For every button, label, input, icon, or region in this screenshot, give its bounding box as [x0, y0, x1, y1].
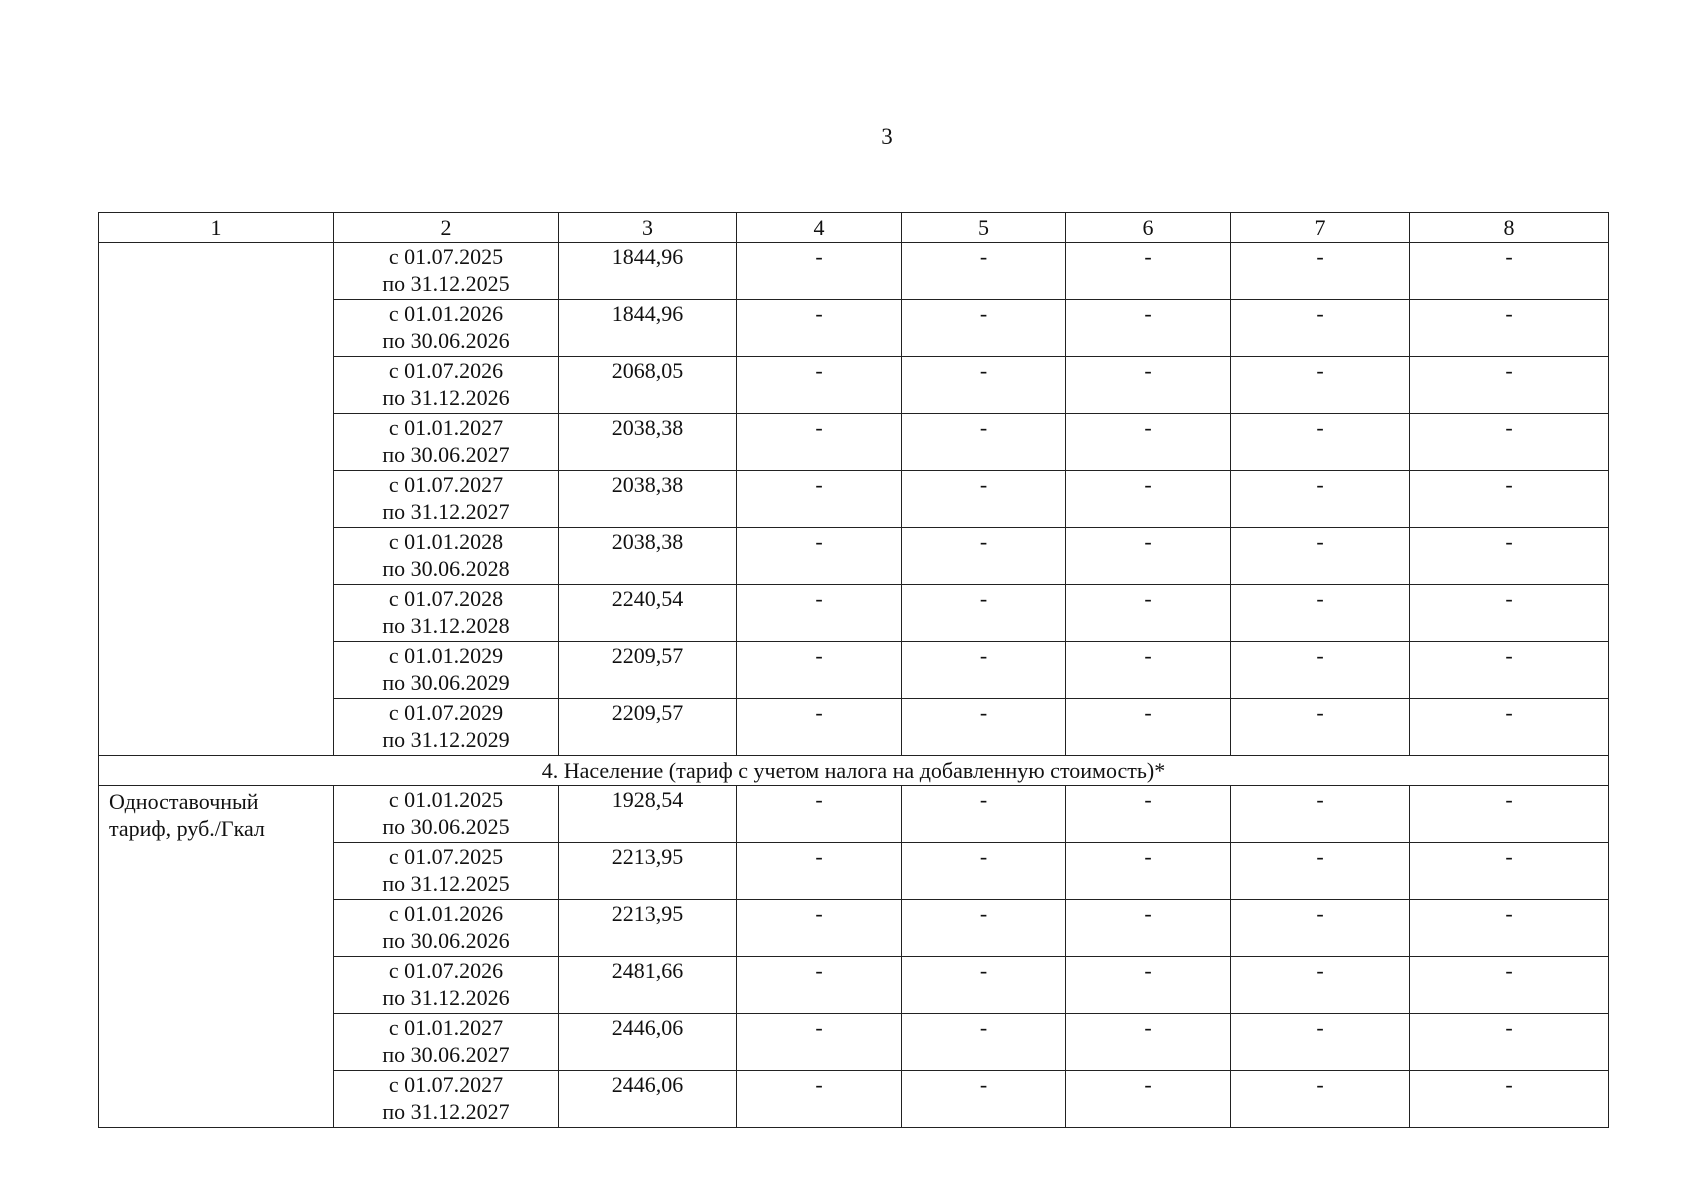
empty-value-cell: - — [1231, 699, 1410, 756]
column-number: 7 — [1231, 213, 1410, 243]
empty-value-cell: - — [1410, 414, 1609, 471]
empty-value-cell: - — [1066, 642, 1231, 699]
empty-value-cell: - — [1066, 1071, 1231, 1128]
table-row — [99, 786, 1609, 843]
empty-value-cell: - — [1231, 528, 1410, 585]
indicator-label: тариф, руб./Гкал — [109, 816, 265, 841]
section-title: 4. Население (тариф с учетом налога на добавленную стоимость)* — [99, 756, 1609, 786]
tariff-value-cell: 2038,38 — [559, 528, 737, 585]
empty-value-cell: - — [902, 243, 1066, 300]
period-to: по 31.12.2027 — [382, 1099, 510, 1124]
empty-value-cell: - — [1066, 843, 1231, 900]
period-from: с 01.07.2027 — [388, 1072, 504, 1097]
period-from: с 01.01.2027 — [388, 1015, 504, 1040]
period-to: по 31.12.2025 — [382, 871, 510, 896]
indicator-cell — [99, 243, 334, 756]
tariff-value-cell: 2213,95 — [559, 900, 737, 957]
empty-value-cell: - — [737, 957, 902, 1014]
empty-value-cell: - — [902, 414, 1066, 471]
tariff-value-cell: 2068,05 — [559, 357, 737, 414]
period-to: по 31.12.2029 — [382, 727, 510, 752]
empty-value-cell: - — [1410, 243, 1609, 300]
empty-value-cell: - — [902, 528, 1066, 585]
empty-value-cell: - — [737, 585, 902, 642]
period-cell — [334, 900, 559, 957]
column-number: 3 — [559, 213, 737, 243]
period-to: по 30.06.2026 — [382, 928, 510, 953]
empty-value-cell: - — [1231, 642, 1410, 699]
period-from: с 01.01.2027 — [388, 415, 504, 440]
empty-value-cell: - — [1410, 471, 1609, 528]
empty-value-cell: - — [737, 528, 902, 585]
period-cell — [334, 414, 559, 471]
period-cell — [334, 528, 559, 585]
period-from: с 01.01.2028 — [388, 529, 504, 554]
period-cell — [334, 1071, 559, 1128]
empty-value-cell: - — [737, 300, 902, 357]
period-to: по 31.12.2026 — [382, 985, 510, 1010]
period-from: с 01.01.2025 — [388, 787, 504, 812]
period-cell — [334, 585, 559, 642]
period-cell — [334, 300, 559, 357]
period-from: с 01.07.2025 — [388, 244, 504, 269]
empty-value-cell: - — [1410, 300, 1609, 357]
empty-value-cell: - — [1066, 528, 1231, 585]
indicator-label: Одноставочный — [109, 789, 259, 814]
column-number: 6 — [1066, 213, 1231, 243]
empty-value-cell: - — [1231, 957, 1410, 1014]
period-to: по 31.12.2026 — [382, 385, 510, 410]
empty-value-cell: - — [1410, 1014, 1609, 1071]
empty-value-cell: - — [737, 1014, 902, 1071]
period-cell — [334, 699, 559, 756]
empty-value-cell: - — [1231, 843, 1410, 900]
empty-value-cell: - — [1066, 786, 1231, 843]
period-to: по 30.06.2028 — [382, 556, 510, 581]
period-from: с 01.01.2029 — [388, 643, 504, 668]
period-from: с 01.07.2026 — [388, 958, 504, 983]
empty-value-cell: - — [902, 642, 1066, 699]
tariff-table — [98, 212, 1609, 1128]
tariff-value-cell: 2481,66 — [559, 957, 737, 1014]
empty-value-cell: - — [1231, 1071, 1410, 1128]
empty-value-cell: - — [1410, 357, 1609, 414]
empty-value-cell: - — [1231, 900, 1410, 957]
column-number: 5 — [902, 213, 1066, 243]
empty-value-cell: - — [737, 642, 902, 699]
table-body — [99, 213, 1609, 1128]
column-number: 2 — [334, 213, 559, 243]
tariff-value-cell: 2209,57 — [559, 699, 737, 756]
period-from: с 01.07.2029 — [388, 700, 504, 725]
empty-value-cell: - — [1410, 786, 1609, 843]
empty-value-cell: - — [1231, 471, 1410, 528]
empty-value-cell: - — [1410, 699, 1609, 756]
empty-value-cell: - — [737, 243, 902, 300]
column-number: 8 — [1410, 213, 1609, 243]
tariff-value-cell: 2446,06 — [559, 1071, 737, 1128]
tariff-value-cell: 2240,54 — [559, 585, 737, 642]
column-number-row — [99, 213, 1609, 243]
empty-value-cell: - — [902, 900, 1066, 957]
empty-value-cell: - — [902, 1071, 1066, 1128]
empty-value-cell: - — [1410, 642, 1609, 699]
empty-value-cell: - — [1066, 1014, 1231, 1071]
tariff-value-cell: 2038,38 — [559, 414, 737, 471]
period-cell — [334, 843, 559, 900]
period-cell — [334, 957, 559, 1014]
empty-value-cell: - — [1410, 1071, 1609, 1128]
empty-value-cell: - — [1231, 1014, 1410, 1071]
section-header-row — [99, 756, 1609, 786]
empty-value-cell: - — [1066, 585, 1231, 642]
empty-value-cell: - — [1231, 357, 1410, 414]
period-cell — [334, 243, 559, 300]
period-to: по 30.06.2029 — [382, 670, 510, 695]
period-to: по 31.12.2025 — [382, 271, 510, 296]
empty-value-cell: - — [902, 957, 1066, 1014]
page-number: 3 — [881, 124, 893, 149]
empty-value-cell: - — [1410, 528, 1609, 585]
empty-value-cell: - — [902, 300, 1066, 357]
period-from: с 01.07.2025 — [388, 844, 504, 869]
period-from: с 01.07.2027 — [388, 472, 504, 497]
tariff-value-cell: 1844,96 — [559, 243, 737, 300]
empty-value-cell: - — [1066, 357, 1231, 414]
table-row — [99, 243, 1609, 300]
period-cell — [334, 471, 559, 528]
empty-value-cell: - — [1410, 843, 1609, 900]
empty-value-cell: - — [1231, 585, 1410, 642]
empty-value-cell: - — [1231, 243, 1410, 300]
period-cell — [334, 642, 559, 699]
empty-value-cell: - — [737, 414, 902, 471]
period-to: по 30.06.2026 — [382, 328, 510, 353]
tariff-value-cell: 2038,38 — [559, 471, 737, 528]
period-from: с 01.07.2028 — [388, 586, 504, 611]
tariff-value-cell: 2446,06 — [559, 1014, 737, 1071]
period-cell — [334, 786, 559, 843]
empty-value-cell: - — [1066, 957, 1231, 1014]
empty-value-cell: - — [737, 900, 902, 957]
empty-value-cell: - — [737, 843, 902, 900]
empty-value-cell: - — [737, 357, 902, 414]
period-to: по 30.06.2025 — [382, 814, 510, 839]
empty-value-cell: - — [902, 786, 1066, 843]
empty-value-cell: - — [1231, 300, 1410, 357]
tariff-value-cell: 1844,96 — [559, 300, 737, 357]
empty-value-cell: - — [1066, 414, 1231, 471]
tariff-value-cell: 1928,54 — [559, 786, 737, 843]
tariff-value-cell: 2213,95 — [559, 843, 737, 900]
period-to: по 30.06.2027 — [382, 442, 510, 467]
empty-value-cell: - — [737, 786, 902, 843]
indicator-cell — [99, 786, 334, 1128]
period-from: с 01.07.2026 — [388, 358, 504, 383]
empty-value-cell: - — [902, 699, 1066, 756]
period-to: по 31.12.2027 — [382, 499, 510, 524]
column-number: 1 — [99, 213, 334, 243]
empty-value-cell: - — [1231, 414, 1410, 471]
empty-value-cell: - — [737, 471, 902, 528]
period-cell — [334, 1014, 559, 1071]
period-to: по 31.12.2028 — [382, 613, 510, 638]
empty-value-cell: - — [902, 357, 1066, 414]
empty-value-cell: - — [1066, 243, 1231, 300]
empty-value-cell: - — [1066, 300, 1231, 357]
empty-value-cell: - — [1410, 900, 1609, 957]
period-from: с 01.01.2026 — [388, 901, 504, 926]
empty-value-cell: - — [902, 471, 1066, 528]
column-number: 4 — [737, 213, 902, 243]
empty-value-cell: - — [902, 1014, 1066, 1071]
empty-value-cell: - — [1066, 471, 1231, 528]
period-cell — [334, 357, 559, 414]
tariff-value-cell: 2209,57 — [559, 642, 737, 699]
empty-value-cell: - — [1231, 786, 1410, 843]
empty-value-cell: - — [737, 699, 902, 756]
period-to: по 30.06.2027 — [382, 1042, 510, 1067]
empty-value-cell: - — [902, 585, 1066, 642]
empty-value-cell: - — [1066, 699, 1231, 756]
empty-value-cell: - — [1410, 957, 1609, 1014]
empty-value-cell: - — [1410, 585, 1609, 642]
empty-value-cell: - — [737, 1071, 902, 1128]
empty-value-cell: - — [1066, 900, 1231, 957]
empty-value-cell: - — [902, 843, 1066, 900]
period-from: с 01.01.2026 — [388, 301, 504, 326]
